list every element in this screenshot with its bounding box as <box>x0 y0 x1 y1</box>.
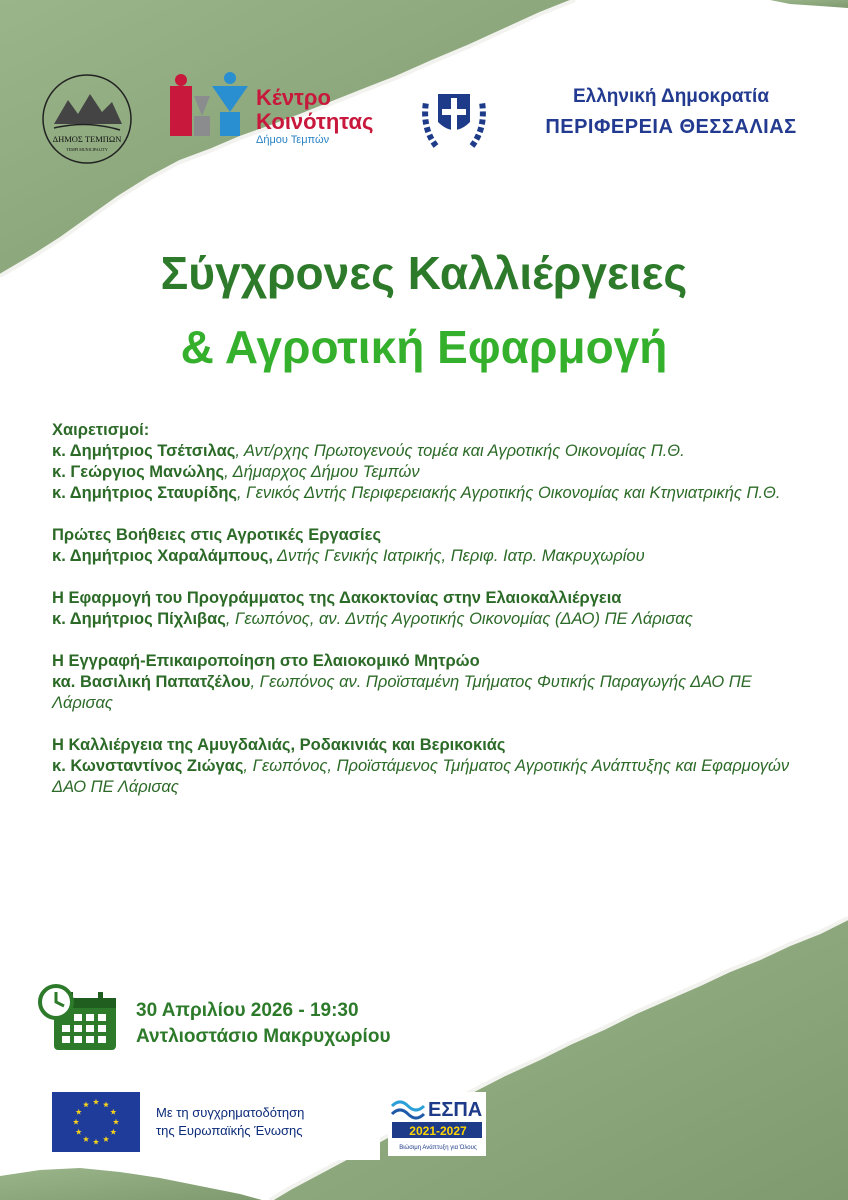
periferia-logo <box>506 86 836 139</box>
speaker-entry <box>52 756 812 798</box>
eu-text-line2: της Ευρωπαϊκής Ένωσης <box>156 1123 303 1138</box>
main-title-line1: Σύγχρονες Καλλιέργειες <box>160 247 688 299</box>
dimos-tempon-logo <box>40 72 134 166</box>
dimos-logo-text: ΔΗΜΟΣ ΤΕΜΠΩΝ <box>52 134 122 144</box>
program-block <box>52 525 812 567</box>
event-location: Αντλιοστάσιο Μακρυχωρίου <box>136 1026 391 1047</box>
calendar-clock-icon <box>38 984 120 1054</box>
espa-logo <box>388 1092 486 1156</box>
eu-flag-icon <box>52 1092 140 1152</box>
speaker-entry <box>52 462 812 483</box>
program-block <box>52 651 812 714</box>
speaker-name: κα. Βασιλική Παπατζέλου <box>52 673 251 691</box>
program-heading: Η Καλλιέργεια της Αμυγδαλιάς, Ροδακινιάς και Βερικοκιάς <box>52 736 506 754</box>
program-heading: Η Εγγραφή-Επικαιροποίηση στο Ελαιοκομικό Μητρώο <box>52 652 480 670</box>
main-title-line2: & Αγροτική Εφαρμογή <box>180 321 668 373</box>
speaker-name: κ. Δημήτριος Σταυρίδης <box>52 484 237 502</box>
speaker-role: , Γενικός Δντής Περιφερειακής Αγροτικής Οικονομίας και Κτηνιατρικής Π.Θ. <box>237 484 781 502</box>
program-block <box>52 420 812 504</box>
speaker-entry <box>52 672 812 714</box>
kentro-symbol-icon <box>168 72 252 142</box>
speaker-name: κ. Δημήτριος Πίχλιβας <box>52 610 226 628</box>
espa-title: ΕΣΠΑ <box>428 1099 483 1121</box>
speaker-name: κ. Δημήτριος Χαραλάμπους, <box>52 547 274 565</box>
eu-cofunding-panel <box>40 1088 380 1160</box>
speaker-role: Δντής Γενικής Ιατρικής, Περιφ. Ιατρ. Μακρυχωρίου <box>273 547 645 565</box>
kentro-title-line2: Κοινότητας <box>256 109 374 134</box>
espa-tagline: Βιώσιμη Ανάπτυξη για Όλους <box>399 1145 477 1151</box>
region-label: ΠΕΡΙΦΕΡΕΙΑ ΘΕΣΣΑΛΙΑΣ <box>545 116 797 138</box>
program-list <box>52 420 812 819</box>
speaker-role: , Δήμαρχος Δήμου Τεμπών <box>224 463 420 481</box>
dimos-logo-subtext: TEMPI MUNICIPALITY <box>66 147 108 152</box>
program-block <box>52 588 812 630</box>
speaker-name: κ. Δημήτριος Τσέτσιλας <box>52 442 236 460</box>
program-heading: Πρώτες Βοήθειες στις Αγροτικές Εργασίες <box>52 526 382 544</box>
speaker-role: , Γεωπόνος, αν. Δντής Αγροτικής Οικονομίας (ΔΑΟ) ΠΕ Λάρισας <box>225 610 693 628</box>
program-heading: Η Εφαρμογή του Προγράμματος της Δακοκτονίας στην Ελαιοκαλλιέργεια <box>52 589 622 607</box>
event-date-time: 30 Απριλίου 2026 - 19:30 <box>136 1000 359 1021</box>
top-right-patch <box>770 0 848 8</box>
republic-label: Ελληνική Δημοκρατία <box>573 86 769 107</box>
speaker-name: κ. Γεώργιος Μανώλης <box>52 463 225 481</box>
program-block <box>52 735 812 798</box>
speaker-entry <box>52 441 812 462</box>
speaker-entry <box>52 483 812 504</box>
hellenic-crest-icon <box>416 78 492 154</box>
program-heading: Χαιρετισμοί: <box>52 421 150 439</box>
kentro-koinotitas-logo <box>168 72 398 152</box>
espa-years: 2021-2027 <box>409 1124 467 1138</box>
speaker-role: , Γεωπόνος, Προϊστάμενος Τμήματος Αγροτικής Ανάπτυξης και Εφαρμογών ΔΑΟ ΠΕ Λάρισας <box>52 757 790 796</box>
bottom-left-patch <box>0 1168 262 1200</box>
eu-cofunding-text <box>156 1104 304 1140</box>
eu-text-line1: Με τη συγχρηματοδότηση <box>156 1105 305 1120</box>
kentro-subtitle: Δήμου Τεμπών <box>256 134 330 146</box>
speaker-role: , Αντ/ρχης Πρωτογενούς τομέα και Αγροτικής Οικονομίας Π.Θ. <box>235 442 685 460</box>
speaker-entry <box>52 546 812 567</box>
speaker-role: , Γεωπόνος αν. Προϊσταμένη Τμήματος Φυτικής Παραγωγής ΔΑΟ ΠΕ Λάρισας <box>52 673 752 712</box>
speaker-entry <box>52 609 812 630</box>
speaker-name: κ. Κωνσταντίνος Ζιώγας <box>52 757 244 775</box>
kentro-title-line1: Κέντρο <box>256 85 331 110</box>
